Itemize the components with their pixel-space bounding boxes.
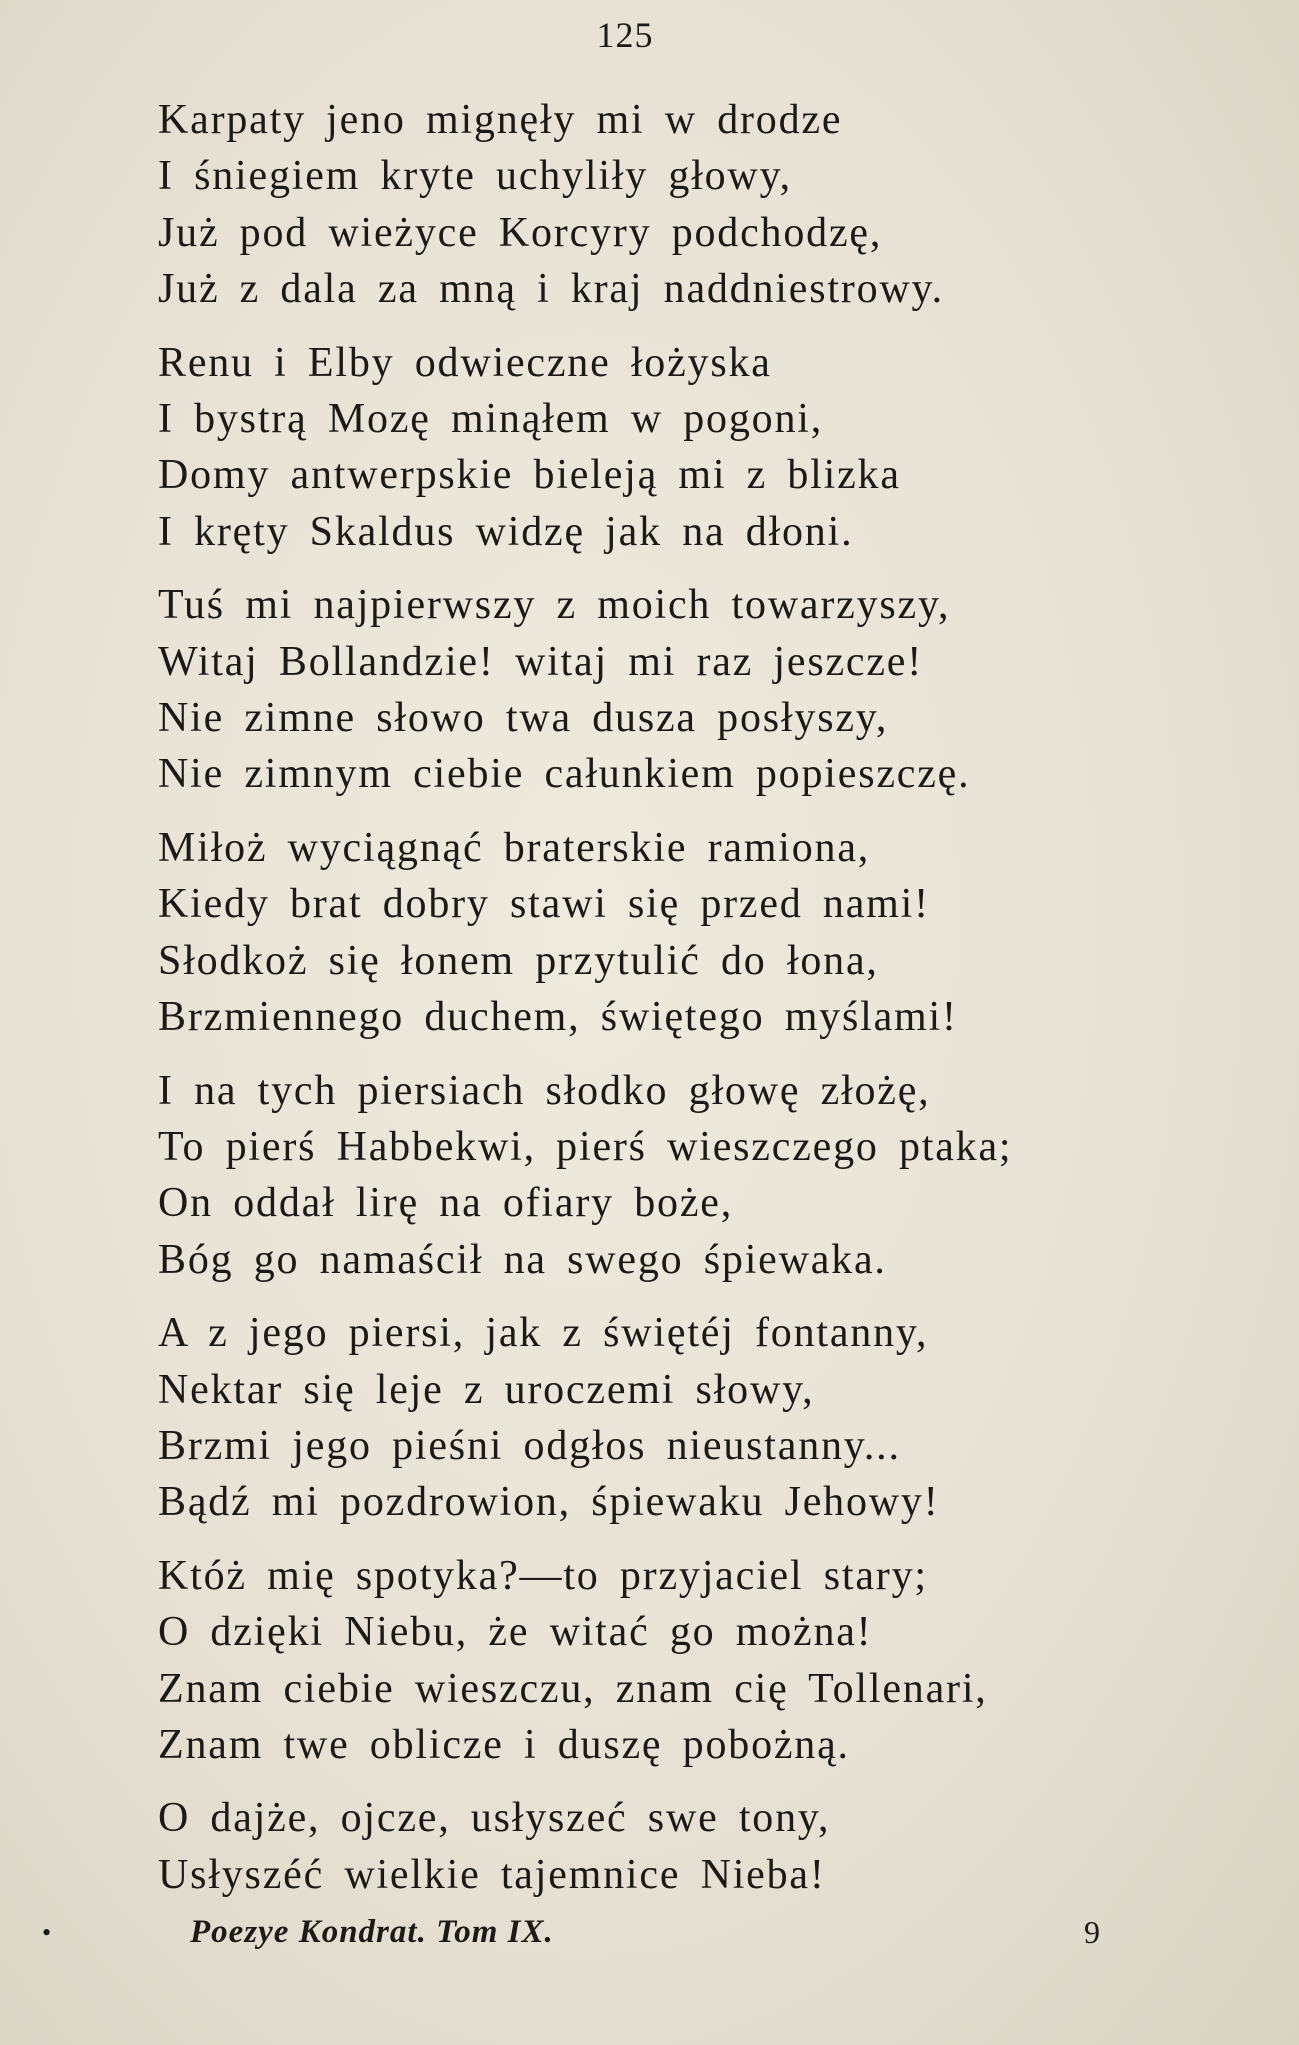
verse-line: To pierś Habbekwi, pierś wieszczego ptaka; <box>158 1123 1013 1170</box>
verse-line: Renu i Elby odwieczne łożyska <box>158 339 772 386</box>
verse-line: Domy antwerpskie bieleją mi z blizka <box>158 452 901 499</box>
verse-line: Witaj Bollandzie! witaj mi raz jeszcze! <box>158 638 924 685</box>
verse-line: Nie zimne słowo twa dusza posłyszy, <box>158 695 889 742</box>
verse-line: A z jego piersi, jak z świętéj fontanny, <box>158 1310 929 1357</box>
verse-line: Już pod wieżyce Korcyry podchodzę, <box>158 209 883 256</box>
verse-line: Znam ciebie wieszczu, znam cię Tollenari, <box>158 1665 988 1712</box>
verse-line: I kręty Skaldus widzę jak na dłoni. <box>158 508 854 555</box>
verse-line: Miłoż wyciągnąć braterskie ramiona, <box>158 824 871 871</box>
verse-line: Tuś mi najpierwszy z moich towarzyszy, <box>158 582 951 629</box>
verse-line: Brzmiennego duchem, świętego myślami! <box>158 994 958 1041</box>
verse-line: Bądź mi pozdrowion, śpiewaku Jehowy! <box>158 1479 940 1526</box>
verse-line: O dajże, ojcze, usłyszeć swe tony, <box>158 1795 831 1842</box>
verse-line: I na tych piersiach słodko głowę złożę, <box>158 1067 931 1114</box>
stanza <box>158 577 1218 803</box>
verse-line: Słodkoż się łonem przytulić do łona, <box>158 937 879 984</box>
verse-line: Nie zimnym ciebie całunkiem popieszczę. <box>158 751 971 798</box>
verse-line: Któż mię spotyka?—to przyjaciel stary; <box>158 1552 928 1599</box>
stanza <box>158 1305 1218 1531</box>
footer-mark: • <box>42 1918 52 1947</box>
verse-line: O dzięki Niebu, że witać go można! <box>158 1609 873 1656</box>
verse-line: Kiedy brat dobry stawi się przed nami! <box>158 881 930 928</box>
stanza <box>158 92 1218 318</box>
verse-line: Brzmi jego pieśni odgłos nieustanny... <box>158 1422 901 1469</box>
verse-line: Bóg go namaścił na swego śpiewaka. <box>158 1236 887 1283</box>
verse-line: Nektar się leje z uroczemi słowy, <box>158 1366 815 1413</box>
stanza <box>158 1548 1218 1774</box>
verse-line: On oddał lirę na ofiary boże, <box>158 1180 734 1227</box>
stanza <box>158 820 1218 1046</box>
poem <box>158 92 1218 1920</box>
verse-line: Już z dala za mną i kraj naddniestrowy. <box>158 266 944 313</box>
stanza <box>158 1063 1218 1289</box>
verse-line: I bystrą Mozę minąłem w pogoni, <box>158 396 824 443</box>
stanza <box>158 335 1218 561</box>
page-footer <box>0 1914 1299 1964</box>
running-footer-title: Poezye Kondrat. Tom IX. <box>190 1914 554 1950</box>
verse-line: Znam twe oblicze i duszę pobożną. <box>158 1721 850 1768</box>
verse-line: I śniegiem kryte uchyliły głowy, <box>158 153 792 200</box>
signature-mark: 9 <box>1084 1914 1100 1950</box>
verse-line: Karpaty jeno mignęły mi w drodze <box>158 97 843 143</box>
verse-line: Usłyszéć wielkie tajemnice Nieba! <box>158 1851 826 1898</box>
stanza <box>158 1790 1218 1903</box>
page-number: 125 <box>596 15 654 55</box>
